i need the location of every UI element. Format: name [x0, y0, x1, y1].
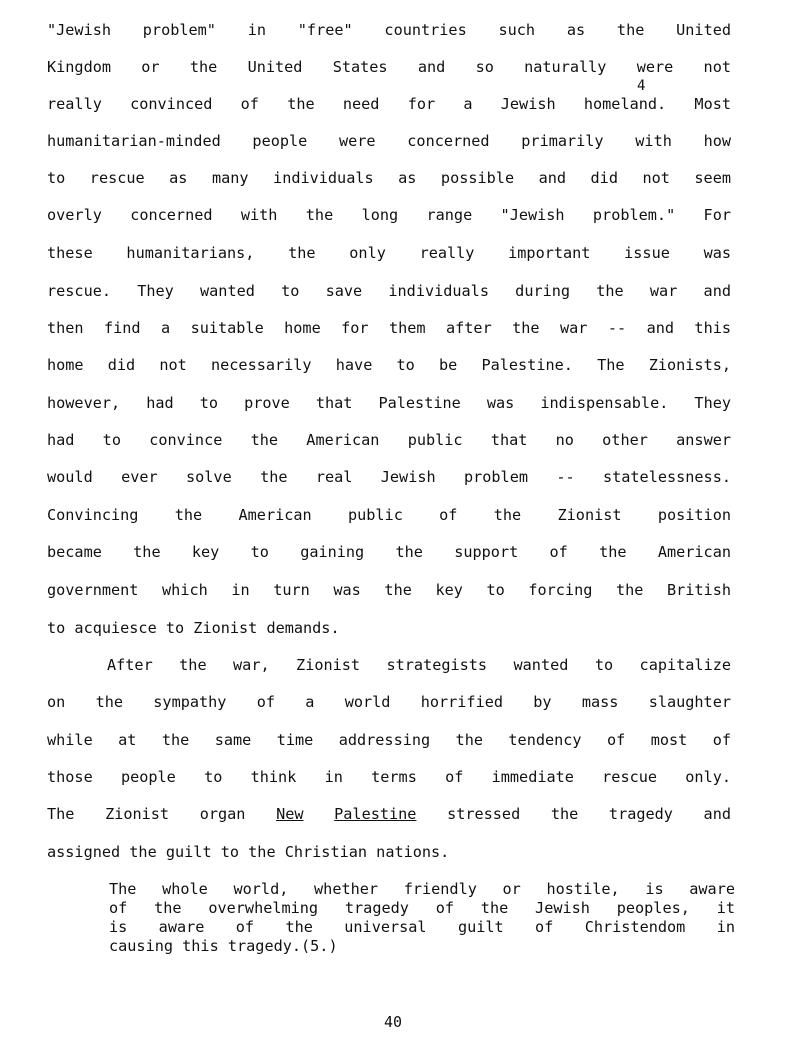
text-line: to rescue as many individuals as possible and did not seem — [47, 169, 731, 187]
quote-line: The whole world, whether friendly or hostile, is aware — [109, 880, 735, 898]
text-segment: The Zionist organ — [47, 805, 277, 823]
text-segment: stressed the tragedy and — [416, 805, 731, 823]
text-line: to acquiesce to Zionist demands. — [47, 619, 340, 637]
text-line: on the sympathy of a world horrified by mass slaughter — [47, 693, 731, 711]
text-line: overly concerned with the long range "Jewish problem." For — [47, 206, 731, 224]
text-line: while at the same time addressing the tendency of most of — [47, 731, 731, 749]
text-line: Kingdom or the United States and so naturally were not — [47, 58, 731, 76]
footnote-marker: 4 — [637, 78, 646, 94]
publication-title-word: New — [276, 805, 304, 823]
text-line: became the key to gaining the support of the American — [47, 543, 731, 561]
text-line: assigned the guilt to the Christian nations. — [47, 843, 450, 861]
text-line: After the war, Zionist strategists wanted to capitalize — [107, 656, 731, 674]
quote-line: causing this tragedy.(5.) — [109, 937, 338, 955]
text-line: Convincing the American public of the Zionist position — [47, 506, 731, 524]
text-line: these humanitarians, the only really important issue was — [47, 244, 731, 262]
quote-line: is aware of the universal guilt of Christendom in — [109, 918, 735, 936]
text-line: government which in turn was the key to forcing the British — [47, 581, 731, 599]
text-line: those people to think in terms of immediate rescue only. — [47, 768, 731, 786]
text-line: rescue. They wanted to save individuals during the war and — [47, 282, 731, 300]
text-line: however, had to prove that Palestine was indispensable. They — [47, 394, 731, 412]
text-line: humanitarian-minded people were concerned primarily with how — [47, 132, 731, 150]
text-line: had to convince the American public that no other answer — [47, 431, 731, 449]
quote-line: of the overwhelming tragedy of the Jewish peoples, it — [109, 899, 735, 917]
text-line: really convinced of the need for a Jewish homeland. Most — [47, 95, 731, 113]
text-line: "Jewish problem" in "free" countries such as the United — [47, 21, 731, 39]
text-line-with-title — [47, 804, 731, 824]
text-line: home did not necessarily have to be Palestine. The Zionists, — [47, 356, 731, 374]
publication-title-word: Palestine — [334, 805, 417, 823]
text-line: would ever solve the real Jewish problem -- statelessness. — [47, 468, 731, 486]
text-line: then find a suitable home for them after the war -- and this — [47, 319, 731, 337]
page-number: 40 — [383, 1013, 403, 1031]
